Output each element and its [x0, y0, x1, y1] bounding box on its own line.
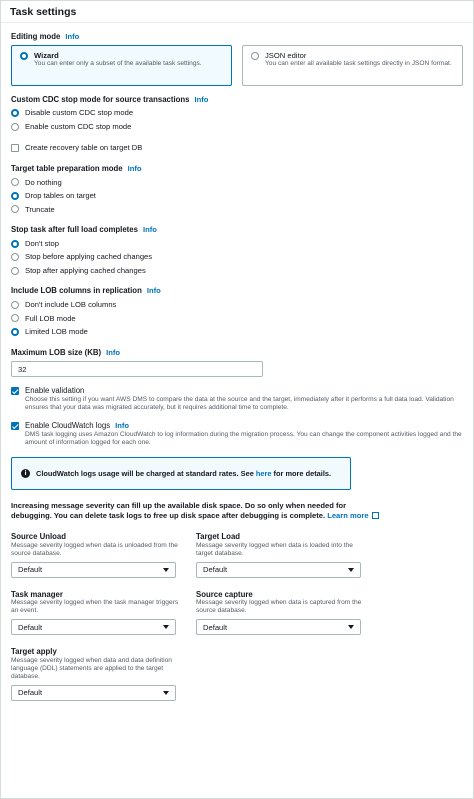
prep-do-nothing-radio[interactable] [11, 178, 19, 186]
task-manager-label: Task manager [11, 589, 63, 599]
prep-option-do-nothing[interactable] [11, 176, 463, 190]
select-value: Default [203, 622, 228, 632]
source-unload-desc: Message severity logged when data is unloaded from the source database. [11, 541, 178, 557]
lob-option-full[interactable] [11, 312, 463, 326]
lob-option-label: Limited LOB mode [25, 327, 88, 337]
cdc-option-label: Disable custom CDC stop mode [25, 108, 134, 118]
task-manager-select[interactable] [11, 619, 176, 635]
target-apply-select[interactable] [11, 685, 176, 701]
cloudwatch-desc: DMS task logging uses Amazon CloudWatch to log information during the migration process. You can change the component activities logged and the amount of information logged for each one. [25, 430, 462, 446]
wizard-title: Wizard [34, 50, 59, 60]
json-editor-tile[interactable] [242, 45, 463, 86]
task-manager-field [11, 590, 186, 636]
source-capture-field [196, 590, 371, 636]
log-severity-grid [11, 532, 463, 701]
cdc-stop-info-link[interactable]: Info [194, 94, 209, 104]
stop-dont-stop-radio[interactable] [11, 240, 19, 248]
alert-text-after: for more details. [271, 468, 332, 478]
cloudwatch-option[interactable] [11, 421, 463, 447]
prep-option-label: Truncate [25, 204, 55, 214]
source-unload-label: Source Unload [11, 531, 67, 541]
prep-mode-label: Target table preparation mode [11, 163, 123, 173]
validation-checkbox[interactable] [11, 387, 19, 395]
caret-down-icon [163, 691, 169, 695]
external-link-icon[interactable] [372, 512, 379, 519]
max-lob-group [11, 348, 463, 378]
target-apply-label: Target apply [11, 647, 57, 657]
severity-note [11, 501, 386, 521]
stop-full-load-group [11, 225, 463, 277]
stop-option-label: Stop before applying cached changes [25, 252, 153, 262]
wizard-radio[interactable] [20, 52, 28, 60]
info-circle-icon: i [21, 469, 30, 478]
target-load-label: Target Load [196, 531, 241, 541]
cdc-disable-radio[interactable] [11, 109, 19, 117]
max-lob-input[interactable]: 32 [11, 361, 263, 377]
max-lob-info-link[interactable]: Info [106, 347, 121, 357]
editing-mode-info-link[interactable]: Info [65, 32, 80, 41]
learn-more-link[interactable]: Learn more [327, 510, 369, 520]
cloudwatch-checkbox[interactable] [11, 422, 19, 430]
lob-group [11, 286, 463, 338]
prep-option-truncate[interactable] [11, 203, 463, 217]
wizard-desc: You can enter only a subset of the available task settings. [34, 60, 202, 68]
target-load-field [196, 532, 371, 578]
recovery-table-checkbox[interactable] [11, 144, 19, 152]
lob-option-limited[interactable] [11, 325, 463, 339]
stop-full-load-info-link[interactable]: Info [142, 225, 157, 235]
target-load-desc: Message severity logged when data is loaded into the target database. [196, 541, 353, 557]
json-editor-desc: You can enter all available task settings directly in JSON format. [265, 60, 452, 68]
lob-none-radio[interactable] [11, 301, 19, 309]
json-editor-title: JSON editor [265, 50, 307, 60]
target-apply-desc: Message severity logged when data and data definition language (DDL) statements are applied to the target database. [11, 657, 172, 681]
prep-truncate-radio[interactable] [11, 205, 19, 213]
prep-option-drop[interactable] [11, 189, 463, 203]
source-capture-select[interactable] [196, 619, 361, 635]
prep-mode-info-link[interactable]: Info [127, 163, 142, 173]
source-unload-select[interactable] [11, 562, 176, 578]
lob-option-label: Full LOB mode [25, 313, 76, 323]
lob-full-radio[interactable] [11, 314, 19, 322]
wizard-tile[interactable] [11, 45, 232, 86]
lob-info-link[interactable]: Info [146, 286, 161, 296]
max-lob-label: Maximum LOB size (KB) [11, 347, 102, 357]
editing-mode-group [11, 32, 463, 86]
cloudwatch-charge-alert [11, 457, 351, 490]
cdc-option-disable[interactable] [11, 106, 463, 120]
prep-mode-group [11, 164, 463, 216]
cdc-option-enable[interactable] [11, 120, 463, 134]
prep-drop-radio[interactable] [11, 192, 19, 200]
select-value: Default [18, 564, 43, 574]
source-capture-desc: Message severity logged when data is captured from the source database. [196, 599, 362, 615]
prep-option-label: Drop tables on target [25, 191, 96, 201]
lob-limited-radio[interactable] [11, 328, 19, 336]
cloudwatch-label: Enable CloudWatch logs [25, 421, 111, 431]
alert-here-link[interactable]: here [255, 468, 272, 478]
source-capture-label: Source capture [196, 589, 253, 599]
select-value: Default [18, 688, 43, 698]
stop-option-before[interactable] [11, 250, 463, 264]
stop-after-radio[interactable] [11, 267, 19, 275]
validation-option[interactable] [11, 386, 463, 412]
stop-before-radio[interactable] [11, 253, 19, 261]
target-load-select[interactable] [196, 562, 361, 578]
select-value: Default [18, 622, 43, 632]
lob-option-none[interactable] [11, 298, 463, 312]
lob-label: Include LOB columns in replication [11, 286, 142, 296]
select-value: Default [203, 564, 228, 574]
editing-mode-label: Editing mode [11, 32, 61, 41]
json-editor-radio[interactable] [251, 52, 259, 60]
stop-option-label: Stop after applying cached changes [25, 265, 146, 275]
cdc-stop-group [11, 95, 463, 134]
cdc-option-label: Enable custom CDC stop mode [25, 121, 132, 131]
panel-title: Task settings [10, 6, 77, 18]
panel-header [1, 1, 473, 23]
caret-down-icon [348, 625, 354, 629]
stop-option-after[interactable] [11, 264, 463, 278]
lob-option-label: Don't include LOB columns [25, 300, 117, 310]
target-apply-field [11, 647, 186, 701]
validation-label: Enable validation [25, 386, 85, 396]
caret-down-icon [163, 568, 169, 572]
cloudwatch-info-link[interactable]: Info [115, 421, 130, 431]
stop-full-load-label: Stop task after full load completes [11, 225, 138, 235]
alert-text-before: CloudWatch logs usage will be charged at standard rates. See [36, 468, 256, 478]
stop-option-dont-stop[interactable] [11, 237, 463, 251]
recovery-table-label: Create recovery table on target DB [25, 143, 143, 153]
validation-desc: Choose this setting if you want AWS DMS to compare the data at the source and the target, immediately after it performs a full data load. Validation ensures that your data was migrated accurately, but it requires additional time to complete. [25, 396, 454, 412]
recovery-table-option[interactable] [11, 141, 463, 155]
caret-down-icon [163, 625, 169, 629]
caret-down-icon [348, 568, 354, 572]
task-manager-desc: Message severity logged when the task manager triggers an event. [11, 599, 179, 615]
prep-option-label: Do nothing [25, 177, 62, 187]
stop-option-label: Don't stop [25, 238, 59, 248]
cdc-enable-radio[interactable] [11, 123, 19, 131]
severity-note-text: Increasing message severity can fill up the available disk space. Do so only when needed for debugging. You can delete task logs to free up disk space after debugging is complete. [11, 500, 347, 520]
source-unload-field [11, 532, 186, 578]
cdc-stop-label: Custom CDC stop mode for source transactions [11, 94, 190, 104]
